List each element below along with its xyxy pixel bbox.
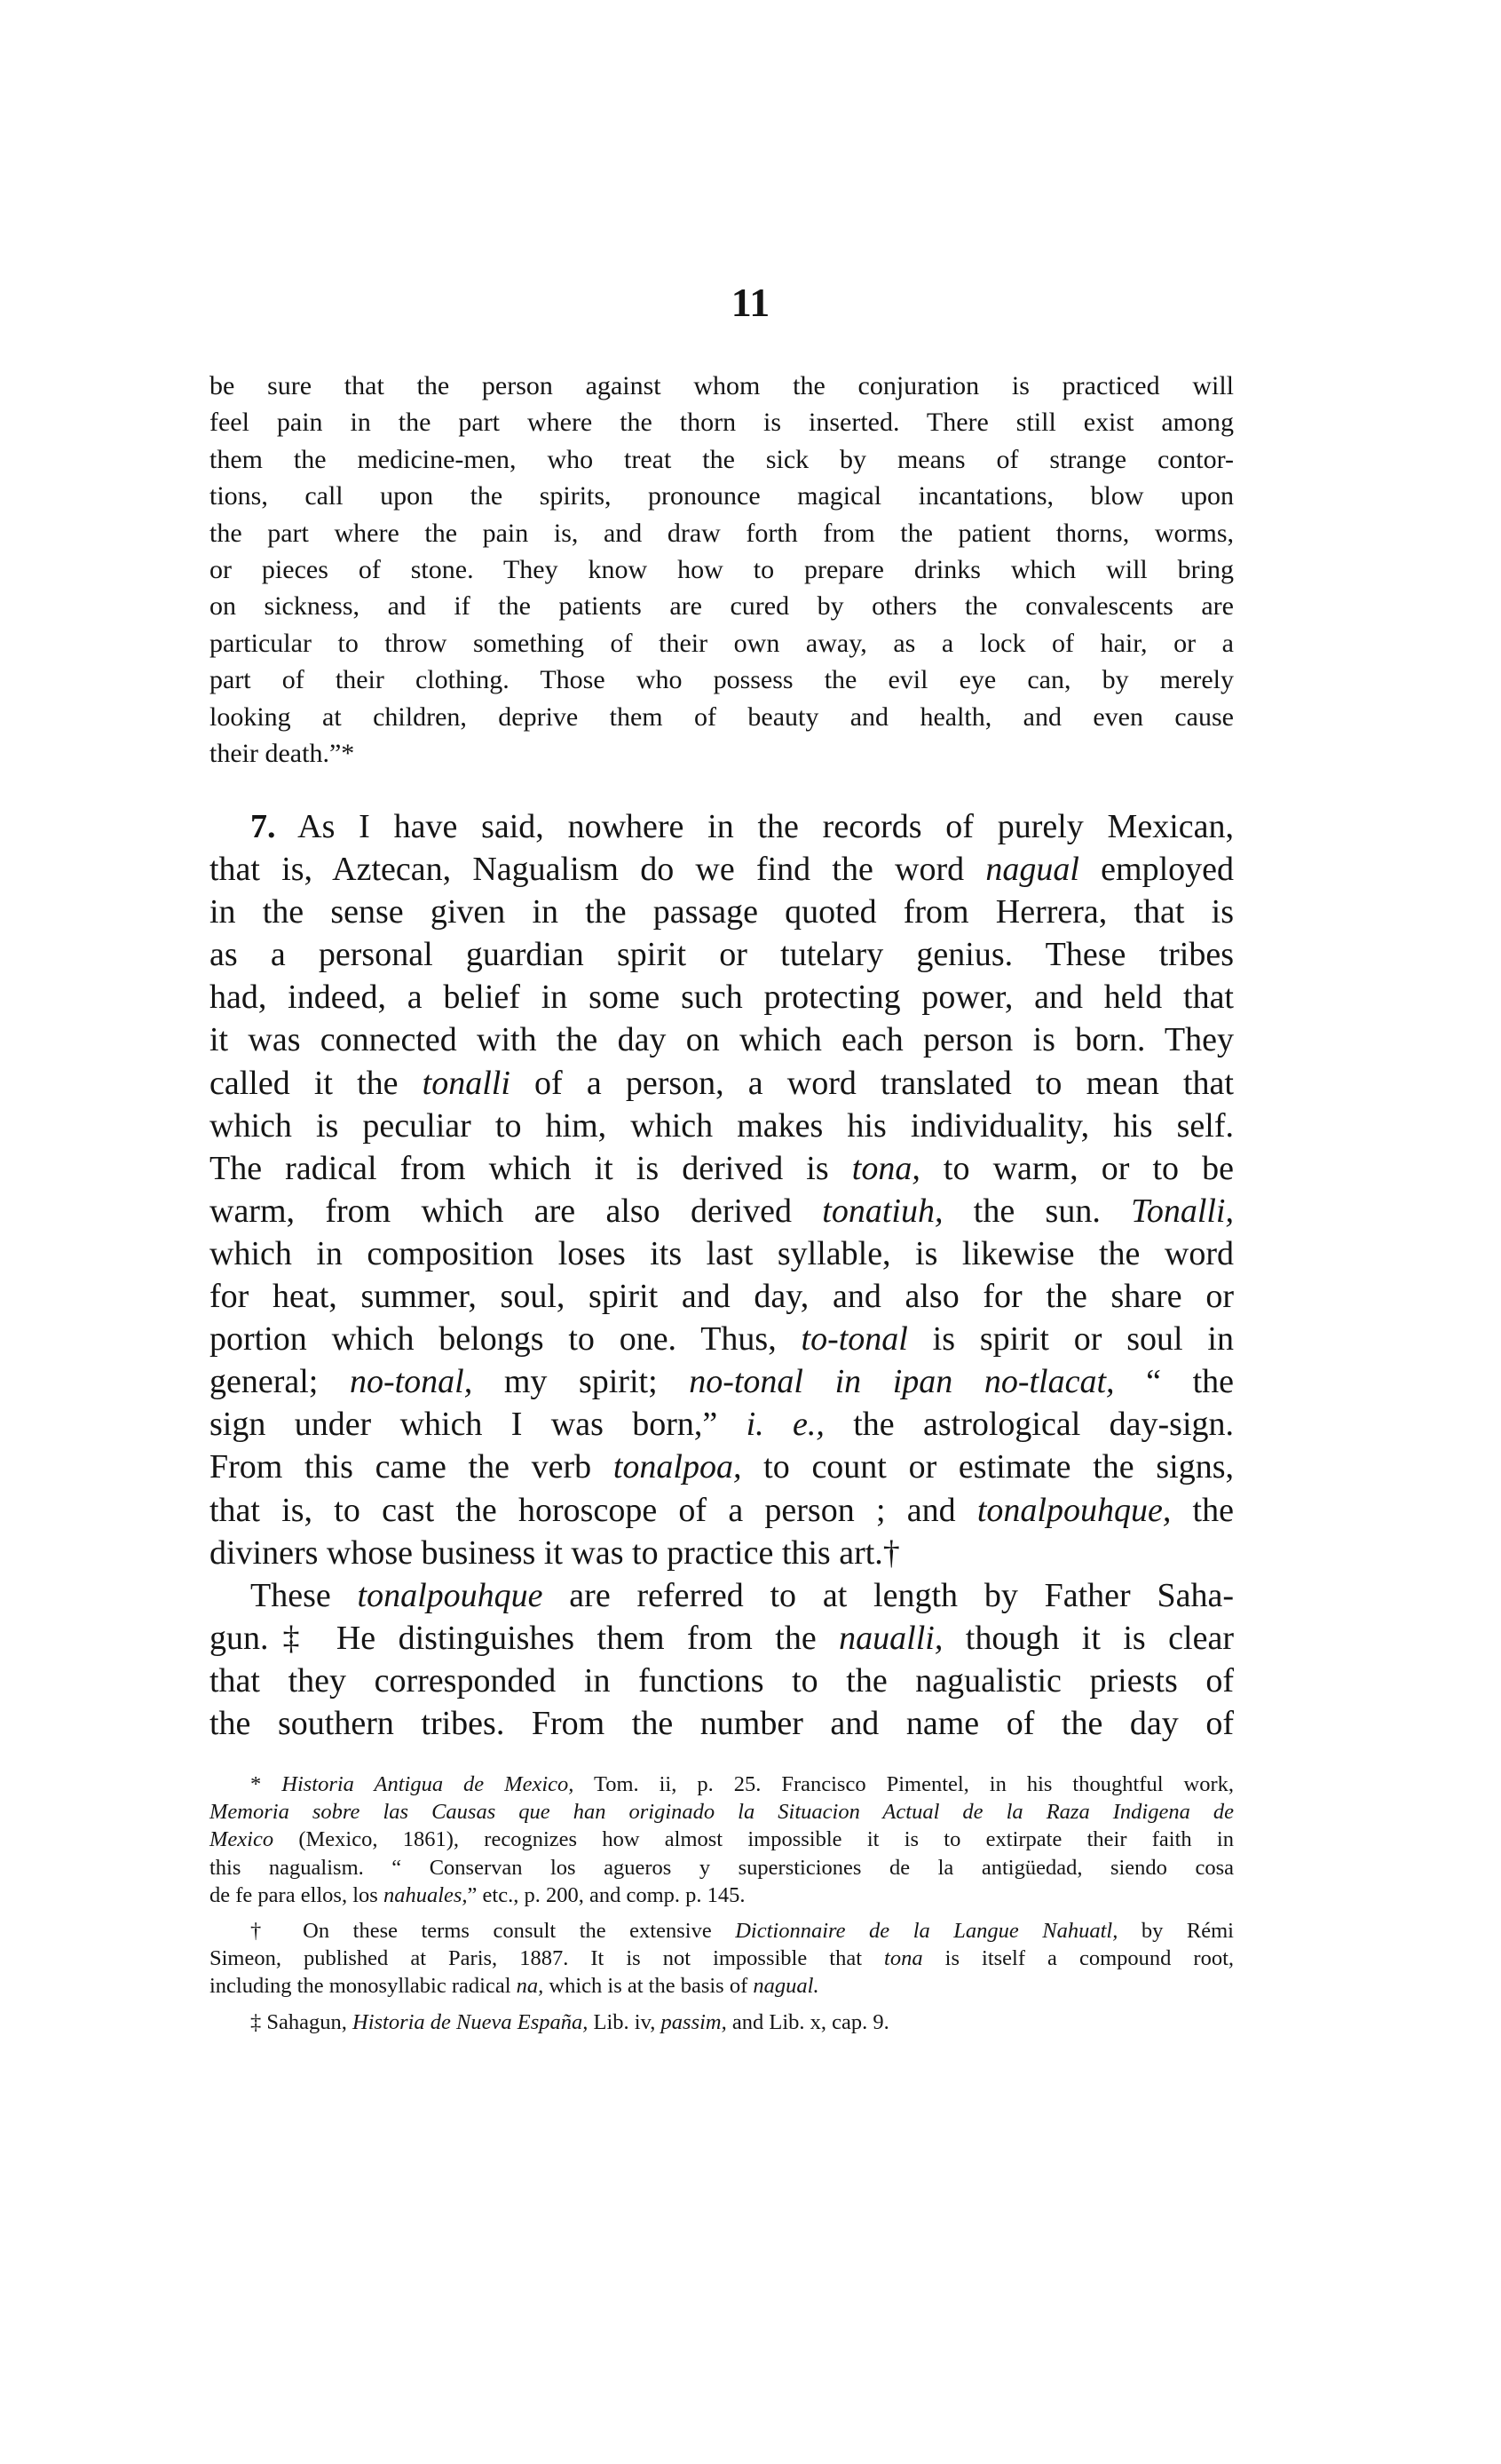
body-line: 7. As I have said, nowhere in the records of purely Mexican, (250, 808, 1234, 845)
footnote-mark: ‡ (250, 2009, 267, 2034)
body-line: These tonalpouhque are referred to at length by Father Saha- (250, 1576, 1234, 1614)
italic-term: tonalpouhque, (976, 1491, 1172, 1529)
body-line: gun.‡ He distinguishes them from the naualli, though it is clear (209, 1619, 1234, 1657)
body-line: in the sense given in the passage quoted from Herrera, that is (209, 893, 1234, 931)
section-number: 7. (250, 808, 276, 845)
quote-line: tions, call upon the spirits, pronounce magical incantations, blow upon (209, 481, 1234, 511)
footnote-line: * Historia Antigua de Mexico, Tom. ii, p. 25. Francisco Pimentel, in his thoughtful work, (250, 1772, 1234, 1796)
italic-term: no-tonal, (349, 1363, 473, 1401)
quote-line: their death.”* (209, 739, 355, 769)
footnote-line: Memoria sobre las Causas que han originado la Situacion Actual de la Raza Indigena de (209, 1800, 1234, 1825)
quote-line: looking at children, deprive them of beauty and health, and even cause (209, 701, 1234, 732)
body-line: the southern tribes. From the number and name of the day of (209, 1704, 1234, 1742)
footnote-mark: † (250, 1919, 304, 1944)
body-line: portion which belongs to one. Thus, to-tonal is spirit or soul in (209, 1320, 1234, 1359)
footnote-3 (209, 2008, 1234, 2036)
body-line: From this came the verb tonalpoa, to count or estimate the signs, (209, 1448, 1234, 1486)
italic-term: tonalli (422, 1064, 510, 1102)
italic-term: no-tonal in ipan no-tlacat, (689, 1363, 1115, 1401)
body-line: had, indeed, a belief in some such protecting power, and held that (209, 978, 1234, 1017)
body-line: as a personal guardian spirit or tutelary genius. These tribes (209, 936, 1234, 974)
italic-term: Tonalli, (1131, 1192, 1234, 1230)
italic-term: tonatiuh, (822, 1192, 944, 1230)
body-line: that is, Aztecan, Nagualism do we find the word nagual employed (209, 851, 1234, 889)
body-line: sign under which I was born,” i. e., the astrological day-sign. (209, 1406, 1234, 1444)
footnote-line: † On these terms consult the extensive Dictionnaire de la Langue Nahuatl, by Rémi (250, 1919, 1234, 1944)
footnote-line: this nagualism. “ Conservan los agueros y supersticiones de la antigüedad, siendo cosa (209, 1855, 1234, 1880)
section-7 (209, 805, 1234, 1745)
footnote-line: Simeon, published at Paris, 1887. It is not impossible that tona is itself a compound root, (209, 1946, 1234, 1971)
body-line: that they corresponded in functions to the nagualistic priests of (209, 1661, 1234, 1699)
quote-line: be sure that the person against whom the conjuration is practiced will (209, 371, 1234, 400)
quote-line: on sickness, and if the patients are cured by others the convalescents are (209, 591, 1234, 622)
italic-term: tonalpoa, (612, 1448, 742, 1486)
body-line: diviners whose business it was to practice this art.† (209, 1533, 900, 1572)
footnote-line: ‡ Sahagun, Historia de Nueva España, Lib. iv, passim, and Lib. x, cap. 9. (250, 2009, 889, 2034)
footnotes (209, 1771, 1234, 2044)
body-line: for heat, summer, soul, spirit and day, and also for the share or (209, 1278, 1234, 1316)
italic-term: nagual (985, 851, 1079, 889)
footnote-line: de fe para ellos, los nahuales,” etc., p. 200, and comp. p. 145. (209, 1882, 746, 1907)
footnote-2 (209, 1917, 1234, 2001)
body-line: called it the tonalli of a person, a word translated to mean that (209, 1064, 1234, 1102)
body-line: general; no-tonal, my spirit; no-tonal in ipan no-tlacat, “ the (209, 1363, 1235, 1401)
quote-line: the part where the pain is, and draw forth from the patient thorns, worms, (209, 518, 1234, 548)
body-line: that is, to cast the horoscope of a person ; and tonalpouhque, the (209, 1491, 1234, 1529)
body-line: The radical from which it is derived is tona, to warm, or to be (209, 1149, 1235, 1187)
italic-term: to-tonal (801, 1320, 908, 1359)
quote-line: particular to throw something of their own away, as a lock of hair, or a (209, 628, 1234, 658)
italic-term: tonalpouhque (357, 1576, 543, 1614)
footnote-line: including the monosyllabic radical na, which is at the basis of nagual. (209, 1974, 819, 1999)
footnote-1 (209, 1771, 1234, 1909)
body-line: which is peculiar to him, which makes his individuality, his self. (209, 1106, 1234, 1145)
italic-term: naualli, (839, 1619, 944, 1657)
body-line: which in composition loses its last syllable, is likewise the word (209, 1234, 1234, 1272)
quote-line: feel pain in the part where the thorn is inserted. There still exist among (209, 408, 1234, 438)
body-line: warm, from which are also derived tonatiuh, the sun. Tonalli, (209, 1192, 1234, 1230)
quote-line: or pieces of stone. They know how to prepare drinks which will bring (209, 555, 1234, 585)
footnote-mark: * (250, 1772, 282, 1796)
quote-block (209, 368, 1234, 772)
page-number: 11 (731, 280, 770, 325)
italic-term: i. e., (746, 1406, 825, 1444)
body-line: it was connected with the day on which each person is born. They (209, 1021, 1234, 1059)
footnote-line: Mexico (Mexico, 1861), recognizes how almost impossible it is to extirpate their faith in (209, 1827, 1234, 1852)
quote-line: them the medicine-men, who treat the sick by means of strange contor- (209, 444, 1234, 474)
quote-line: part of their clothing. Those who possess the evil eye can, by merely (209, 665, 1234, 695)
italic-term: tona, (851, 1149, 920, 1187)
